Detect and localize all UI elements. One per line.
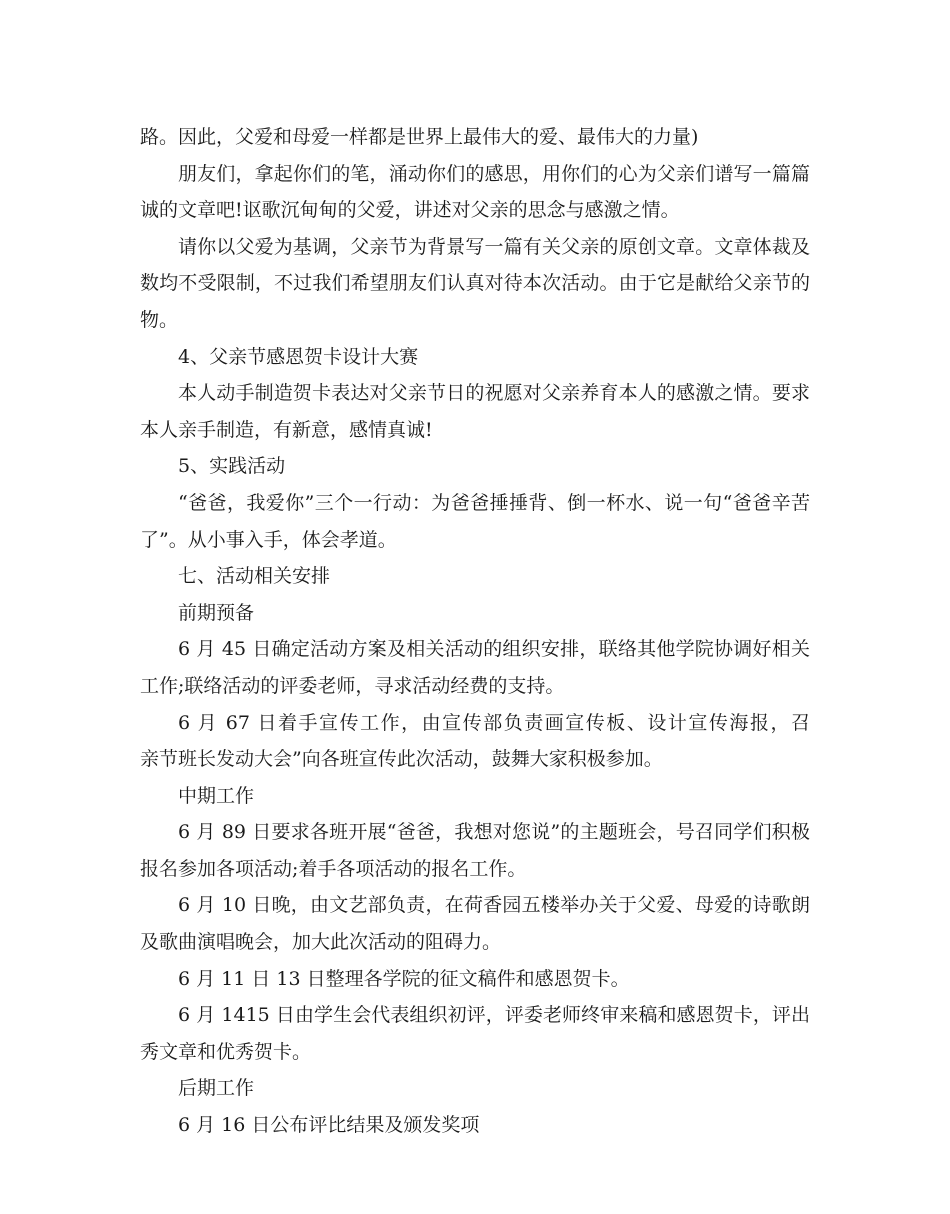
text-line: 4、父亲节感恩贺卡设计大赛 bbox=[178, 345, 419, 368]
text-line: 工作;联络活动的评委老师，寻求活动经费的支持。 bbox=[140, 674, 565, 697]
text-line: 七、活动相关安排 bbox=[178, 565, 331, 588]
text-line: 6 月 1415 日由学生会代表组织初评，评委老师终审来稿和感恩贺卡，评出 bbox=[178, 1004, 810, 1027]
text-line: 6 月 10 日晚，由文艺部负责，在荷香园五楼举办关于父爱、母爱的诗歌朗 bbox=[178, 894, 810, 917]
text-line: 请你以父爱为基调，父亲节为背景写一篇有关父亲的原创文章。文章体裁及 bbox=[178, 235, 810, 258]
text-line: 6 月 45 日确定活动方案及相关活动的组织安排，联络其他学院协调好相关 bbox=[178, 638, 810, 661]
text-line: 前期预备 bbox=[178, 601, 255, 624]
text-line: 5、实践活动 bbox=[178, 455, 286, 478]
text-line: 6 月 16 日公布评比结果及颁发奖项 bbox=[178, 1114, 480, 1137]
text-line: 朋友们，拿起你们的笔，涌动你们的感思，用你们的心为父亲们谱写一篇篇 bbox=[178, 162, 810, 185]
text-line: “爸爸，我爱你”三个一行动：为爸爸捶捶背、倒一杯水、说一句“爸爸辛苦 bbox=[178, 491, 810, 514]
text-line: 了”。从小事入手，体会孝道。 bbox=[140, 528, 397, 551]
text-line: 路。因此，父爱和母爱一样都是世界上最伟大的爱、最伟大的力量) bbox=[140, 126, 699, 148]
text-line: 物。 bbox=[140, 308, 179, 331]
text-line: 6 月 67 日着手宣传工作，由宣传部负责画宣传板、设计宣传海报，召 bbox=[178, 711, 810, 734]
text-line: 本人亲手制造，有新意，感情真诚! bbox=[140, 418, 433, 441]
text-line: 后期工作 bbox=[178, 1077, 255, 1100]
text-line: 及歌曲演唱晚会，加大此次活动的阻碍力。 bbox=[140, 931, 502, 954]
text-line: 报名参加各项活动;着手各项活动的报名工作。 bbox=[140, 857, 527, 880]
document-body bbox=[140, 119, 810, 1144]
text-line: 6 月 89 日要求各班开展“爸爸，我想对您说”的主题班会，号召同学们积极 bbox=[178, 821, 810, 844]
text-line: 6 月 11 日 13 日整理各学院的征文稿件和感恩贺卡。 bbox=[178, 967, 630, 990]
text-line: 数均不受限制，不过我们希望朋友们认真对待本次活动。由于它是献给父亲节的 bbox=[140, 272, 810, 295]
text-line: 诚的文章吧!讴歌沉甸甸的父爱，讲述对父亲的思念与感激之情。 bbox=[140, 199, 680, 222]
text-line: 秀文章和优秀贺卡。 bbox=[140, 1040, 312, 1063]
text-line: 亲节班长发动大会”向各班宣传此次活动，鼓舞大家积极参加。 bbox=[140, 748, 663, 771]
text-line: 中期工作 bbox=[178, 784, 255, 807]
text-line: 本人动手制造贺卡表达对父亲节日的祝愿对父亲养育本人的感激之情。要求 bbox=[178, 382, 810, 405]
